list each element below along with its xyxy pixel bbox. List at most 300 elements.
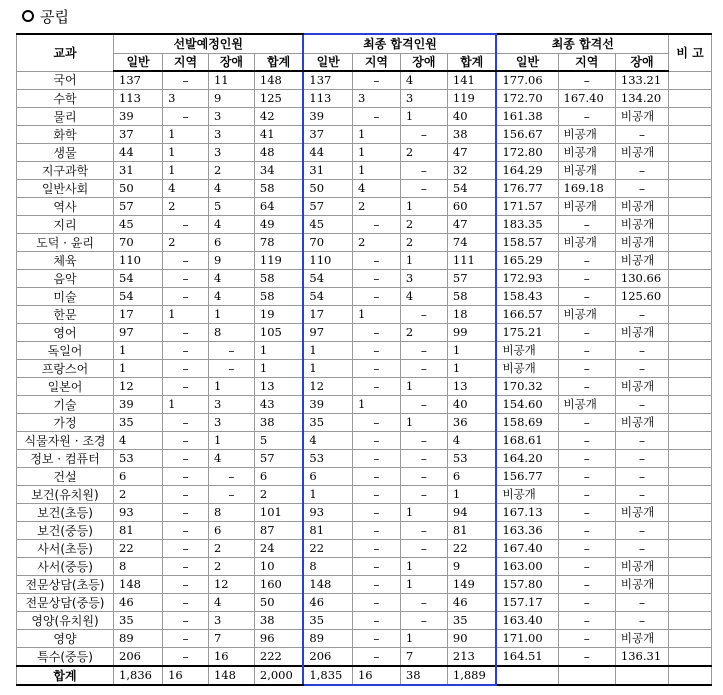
value-cell: 163.40: [496, 612, 558, 630]
value-cell: –: [352, 486, 400, 504]
value-cell: –: [163, 216, 209, 234]
value-cell: –: [615, 522, 668, 540]
value-cell: 3: [400, 90, 447, 108]
remarks-cell: [669, 576, 712, 594]
value-cell: 54: [303, 270, 352, 288]
sub-header: 장애: [208, 54, 254, 72]
table-row: [17, 414, 712, 432]
value-cell: 8: [303, 558, 352, 576]
value-cell: 57: [303, 198, 352, 216]
value-cell: 비공개: [615, 630, 668, 648]
remarks-cell: [669, 630, 712, 648]
value-cell: –: [558, 558, 615, 576]
value-cell: 137: [303, 71, 352, 90]
table-row: [17, 630, 712, 648]
table-row: [17, 522, 712, 540]
subject-cell: 화학: [17, 126, 114, 144]
value-cell: 133.21: [615, 71, 668, 90]
value-cell: 35: [447, 612, 496, 630]
value-cell: 47: [447, 144, 496, 162]
table-row: [17, 378, 712, 396]
value-cell: 1: [163, 126, 209, 144]
value-cell: 1: [352, 144, 400, 162]
value-cell: 38: [447, 126, 496, 144]
value-cell: 50: [254, 594, 303, 612]
value-cell: –: [352, 432, 400, 450]
subject-cell: 건설: [17, 468, 114, 486]
subject-cell: 영양: [17, 630, 114, 648]
value-cell: –: [163, 378, 209, 396]
value-cell: 7: [400, 648, 447, 667]
value-cell: –: [352, 468, 400, 486]
remarks-cell: [669, 90, 712, 108]
value-cell: 171.57: [496, 198, 558, 216]
value-cell: 31: [303, 162, 352, 180]
table-row: [17, 71, 712, 90]
value-cell: 35: [114, 612, 163, 630]
value-cell: 37: [303, 126, 352, 144]
value-cell: 157.17: [496, 594, 558, 612]
table-row: [17, 612, 712, 630]
value-cell: –: [400, 450, 447, 468]
value-cell: –: [352, 558, 400, 576]
value-cell: –: [163, 630, 209, 648]
value-cell: 93: [114, 504, 163, 522]
remarks-cell: [669, 468, 712, 486]
remarks-cell: [669, 432, 712, 450]
sub-header: 지역: [558, 54, 615, 72]
value-cell: 158.57: [496, 234, 558, 252]
value-cell: 110: [114, 252, 163, 270]
value-cell: –: [163, 270, 209, 288]
value-cell: –: [163, 558, 209, 576]
remarks-cell: [669, 216, 712, 234]
value-cell: 148: [114, 576, 163, 594]
value-cell: 172.93: [496, 270, 558, 288]
value-cell: 12: [208, 576, 254, 594]
value-cell: 3: [208, 612, 254, 630]
sub-header: 장애: [400, 54, 447, 72]
remarks-cell: [669, 486, 712, 504]
table-row: [17, 216, 712, 234]
value-cell: 141: [447, 71, 496, 90]
value-cell: 8: [208, 324, 254, 342]
total-cell: 1,889: [447, 666, 496, 685]
value-cell: 비공개: [615, 198, 668, 216]
value-cell: 4: [208, 450, 254, 468]
remarks-cell: [669, 144, 712, 162]
value-cell: 48: [254, 144, 303, 162]
value-cell: –: [352, 450, 400, 468]
header-subject: 교과: [17, 34, 114, 71]
value-cell: 1: [303, 486, 352, 504]
value-cell: 167.40: [496, 540, 558, 558]
value-cell: 156.77: [496, 468, 558, 486]
value-cell: –: [400, 162, 447, 180]
value-cell: –: [400, 360, 447, 378]
value-cell: 1: [400, 504, 447, 522]
value-cell: 2: [208, 540, 254, 558]
value-cell: –: [163, 432, 209, 450]
value-cell: –: [352, 324, 400, 342]
value-cell: –: [352, 522, 400, 540]
value-cell: –: [352, 414, 400, 432]
table-row: [17, 180, 712, 198]
value-cell: 1: [163, 162, 209, 180]
value-cell: 42: [254, 108, 303, 126]
value-cell: 2: [254, 486, 303, 504]
value-cell: 41: [254, 126, 303, 144]
value-cell: –: [558, 342, 615, 360]
value-cell: –: [163, 486, 209, 504]
value-cell: –: [400, 468, 447, 486]
value-cell: –: [400, 486, 447, 504]
remarks-cell: [669, 342, 712, 360]
remarks-cell: [669, 594, 712, 612]
value-cell: 3: [208, 126, 254, 144]
value-cell: 1: [352, 306, 400, 324]
value-cell: 비공개: [615, 144, 668, 162]
value-cell: 70: [114, 234, 163, 252]
value-cell: 1: [447, 486, 496, 504]
value-cell: 1: [208, 432, 254, 450]
value-cell: 164.20: [496, 450, 558, 468]
value-cell: 10: [254, 558, 303, 576]
header-remarks: 비 고: [669, 34, 712, 71]
value-cell: –: [558, 612, 615, 630]
subject-cell: 음악: [17, 270, 114, 288]
value-cell: –: [352, 342, 400, 360]
value-cell: 166.57: [496, 306, 558, 324]
value-cell: –: [558, 71, 615, 90]
value-cell: –: [558, 504, 615, 522]
value-cell: 2: [208, 162, 254, 180]
value-cell: 40: [447, 108, 496, 126]
subject-cell: 일반사회: [17, 180, 114, 198]
sub-header: 일반: [303, 54, 352, 72]
sub-header: 지역: [352, 54, 400, 72]
subject-cell: 사서(중등): [17, 558, 114, 576]
value-cell: 58: [254, 288, 303, 306]
value-cell: 4: [114, 432, 163, 450]
value-cell: –: [558, 450, 615, 468]
subject-cell: 정보 · 컴퓨터: [17, 450, 114, 468]
value-cell: 58: [447, 288, 496, 306]
subject-cell: 독일어: [17, 342, 114, 360]
value-cell: –: [163, 414, 209, 432]
value-cell: 57: [447, 270, 496, 288]
value-cell: 1: [303, 360, 352, 378]
value-cell: 2: [208, 558, 254, 576]
remarks-cell: [669, 288, 712, 306]
value-cell: 49: [254, 216, 303, 234]
value-cell: 94: [447, 504, 496, 522]
value-cell: 47: [447, 216, 496, 234]
value-cell: –: [163, 648, 209, 667]
remarks-cell: [669, 270, 712, 288]
value-cell: –: [400, 342, 447, 360]
value-cell: 9: [208, 90, 254, 108]
subject-cell: 식물자원 · 조경: [17, 432, 114, 450]
value-cell: 6: [208, 234, 254, 252]
value-cell: 비공개: [496, 360, 558, 378]
value-cell: 148: [303, 576, 352, 594]
subject-cell: 수학: [17, 90, 114, 108]
value-cell: 12: [303, 378, 352, 396]
value-cell: 6: [303, 468, 352, 486]
value-cell: 12: [114, 378, 163, 396]
value-cell: 1: [400, 378, 447, 396]
value-cell: 78: [254, 234, 303, 252]
value-cell: –: [615, 162, 668, 180]
value-cell: 1: [254, 360, 303, 378]
value-cell: 19: [254, 306, 303, 324]
value-cell: –: [400, 522, 447, 540]
value-cell: 54: [114, 270, 163, 288]
value-cell: –: [615, 306, 668, 324]
value-cell: 4: [208, 288, 254, 306]
value-cell: –: [400, 126, 447, 144]
value-cell: 176.77: [496, 180, 558, 198]
value-cell: 57: [114, 198, 163, 216]
table-row: [17, 270, 712, 288]
value-cell: –: [163, 324, 209, 342]
subject-cell: 체육: [17, 252, 114, 270]
subject-cell: 영어: [17, 324, 114, 342]
total-cell: [558, 666, 615, 685]
value-cell: –: [400, 180, 447, 198]
subject-cell: 역사: [17, 198, 114, 216]
value-cell: 60: [447, 198, 496, 216]
value-cell: –: [352, 288, 400, 306]
value-cell: –: [615, 540, 668, 558]
table-row: [17, 144, 712, 162]
remarks-cell: [669, 180, 712, 198]
value-cell: –: [558, 594, 615, 612]
table-row: [17, 126, 712, 144]
total-cell: 16: [163, 666, 209, 685]
value-cell: 3: [208, 414, 254, 432]
value-cell: 5: [208, 198, 254, 216]
value-cell: 17: [114, 306, 163, 324]
value-cell: –: [558, 522, 615, 540]
value-cell: 22: [447, 540, 496, 558]
subject-cell: 도덕 · 윤리: [17, 234, 114, 252]
remarks-cell: [669, 558, 712, 576]
value-cell: 81: [114, 522, 163, 540]
value-cell: 97: [114, 324, 163, 342]
value-cell: 136.31: [615, 648, 668, 667]
value-cell: –: [558, 216, 615, 234]
value-cell: 1: [163, 144, 209, 162]
value-cell: 4: [208, 270, 254, 288]
value-cell: 24: [254, 540, 303, 558]
remarks-cell: [669, 378, 712, 396]
value-cell: –: [163, 540, 209, 558]
table-row: [17, 162, 712, 180]
value-cell: –: [163, 71, 209, 90]
value-cell: 3: [400, 270, 447, 288]
sub-header: 합계: [254, 54, 303, 72]
value-cell: 6: [114, 468, 163, 486]
value-cell: 160: [254, 576, 303, 594]
value-cell: –: [558, 414, 615, 432]
value-cell: –: [558, 630, 615, 648]
value-cell: 1: [400, 198, 447, 216]
header-cutoff: 최종 합격선: [496, 34, 668, 54]
value-cell: 4: [352, 180, 400, 198]
value-cell: –: [352, 378, 400, 396]
value-cell: 1: [400, 108, 447, 126]
value-cell: 170.32: [496, 378, 558, 396]
value-cell: –: [400, 540, 447, 558]
value-cell: 2: [163, 234, 209, 252]
remarks-cell: [669, 126, 712, 144]
value-cell: 1: [114, 342, 163, 360]
value-cell: –: [558, 468, 615, 486]
remarks-cell: [669, 540, 712, 558]
value-cell: 4: [303, 432, 352, 450]
value-cell: 3: [208, 144, 254, 162]
remarks-cell: [669, 612, 712, 630]
value-cell: 비공개: [615, 504, 668, 522]
remarks-cell: [669, 396, 712, 414]
value-cell: 2: [163, 198, 209, 216]
value-cell: 34: [254, 162, 303, 180]
value-cell: 4: [208, 216, 254, 234]
subject-cell: 물리: [17, 108, 114, 126]
value-cell: 156.67: [496, 126, 558, 144]
value-cell: –: [615, 450, 668, 468]
table-row: [17, 558, 712, 576]
value-cell: 22: [303, 540, 352, 558]
value-cell: –: [163, 612, 209, 630]
value-cell: 비공개: [558, 144, 615, 162]
value-cell: 164.29: [496, 162, 558, 180]
value-cell: 1: [114, 360, 163, 378]
table-row: [17, 432, 712, 450]
value-cell: –: [208, 468, 254, 486]
value-cell: 45: [114, 216, 163, 234]
value-cell: –: [163, 450, 209, 468]
value-cell: –: [558, 108, 615, 126]
value-cell: 105: [254, 324, 303, 342]
value-cell: 1: [400, 414, 447, 432]
value-cell: 158.43: [496, 288, 558, 306]
value-cell: 6: [254, 468, 303, 486]
value-cell: 37: [114, 126, 163, 144]
subject-cell: 전문상담(초등): [17, 576, 114, 594]
section-title: [22, 6, 69, 26]
value-cell: 1: [163, 306, 209, 324]
value-cell: 비공개: [615, 216, 668, 234]
value-cell: –: [615, 360, 668, 378]
value-cell: 43: [254, 396, 303, 414]
value-cell: –: [400, 432, 447, 450]
value-cell: –: [352, 252, 400, 270]
value-cell: –: [352, 540, 400, 558]
value-cell: 87: [254, 522, 303, 540]
value-cell: –: [163, 468, 209, 486]
value-cell: –: [352, 648, 400, 667]
value-cell: –: [558, 576, 615, 594]
value-cell: 130.66: [615, 270, 668, 288]
value-cell: 31: [114, 162, 163, 180]
value-cell: 89: [114, 630, 163, 648]
value-cell: 177.06: [496, 71, 558, 90]
value-cell: –: [400, 612, 447, 630]
value-cell: 113: [303, 90, 352, 108]
value-cell: 17: [303, 306, 352, 324]
value-cell: 54: [447, 180, 496, 198]
subject-cell: 지구과학: [17, 162, 114, 180]
value-cell: 169.18: [558, 180, 615, 198]
value-cell: 16: [208, 648, 254, 667]
remarks-cell: [669, 522, 712, 540]
table-row: [17, 360, 712, 378]
value-cell: 167.40: [558, 90, 615, 108]
value-cell: –: [558, 648, 615, 667]
remarks-cell: [669, 252, 712, 270]
value-cell: 172.80: [496, 144, 558, 162]
value-cell: 7: [208, 630, 254, 648]
value-cell: –: [352, 612, 400, 630]
value-cell: –: [352, 270, 400, 288]
value-cell: 35: [303, 414, 352, 432]
value-cell: 비공개: [615, 414, 668, 432]
table-row: [17, 198, 712, 216]
value-cell: –: [163, 360, 209, 378]
value-cell: –: [163, 252, 209, 270]
value-cell: 8: [114, 558, 163, 576]
value-cell: –: [163, 342, 209, 360]
value-cell: –: [208, 342, 254, 360]
value-cell: 97: [303, 324, 352, 342]
value-cell: 81: [303, 522, 352, 540]
remarks-cell: [669, 198, 712, 216]
value-cell: 149: [447, 576, 496, 594]
value-cell: 4: [400, 71, 447, 90]
value-cell: 비공개: [615, 378, 668, 396]
value-cell: 1: [400, 576, 447, 594]
value-cell: 53: [303, 450, 352, 468]
value-cell: 9: [208, 252, 254, 270]
value-cell: –: [352, 594, 400, 612]
value-cell: 64: [254, 198, 303, 216]
value-cell: 비공개: [615, 576, 668, 594]
value-cell: 1: [303, 342, 352, 360]
value-cell: 2: [352, 198, 400, 216]
value-cell: –: [163, 288, 209, 306]
hollow-circle-bullet-icon: [22, 10, 34, 22]
value-cell: –: [615, 612, 668, 630]
value-cell: –: [352, 360, 400, 378]
value-cell: 50: [303, 180, 352, 198]
table-row: [17, 324, 712, 342]
value-cell: 39: [114, 396, 163, 414]
value-cell: 44: [303, 144, 352, 162]
value-cell: 13: [254, 378, 303, 396]
remarks-cell: [669, 450, 712, 468]
value-cell: 8: [208, 504, 254, 522]
value-cell: 1: [352, 162, 400, 180]
value-cell: 167.13: [496, 504, 558, 522]
value-cell: 157.80: [496, 576, 558, 594]
value-cell: 53: [447, 450, 496, 468]
table-row: [17, 594, 712, 612]
value-cell: 2: [400, 234, 447, 252]
value-cell: 101: [254, 504, 303, 522]
